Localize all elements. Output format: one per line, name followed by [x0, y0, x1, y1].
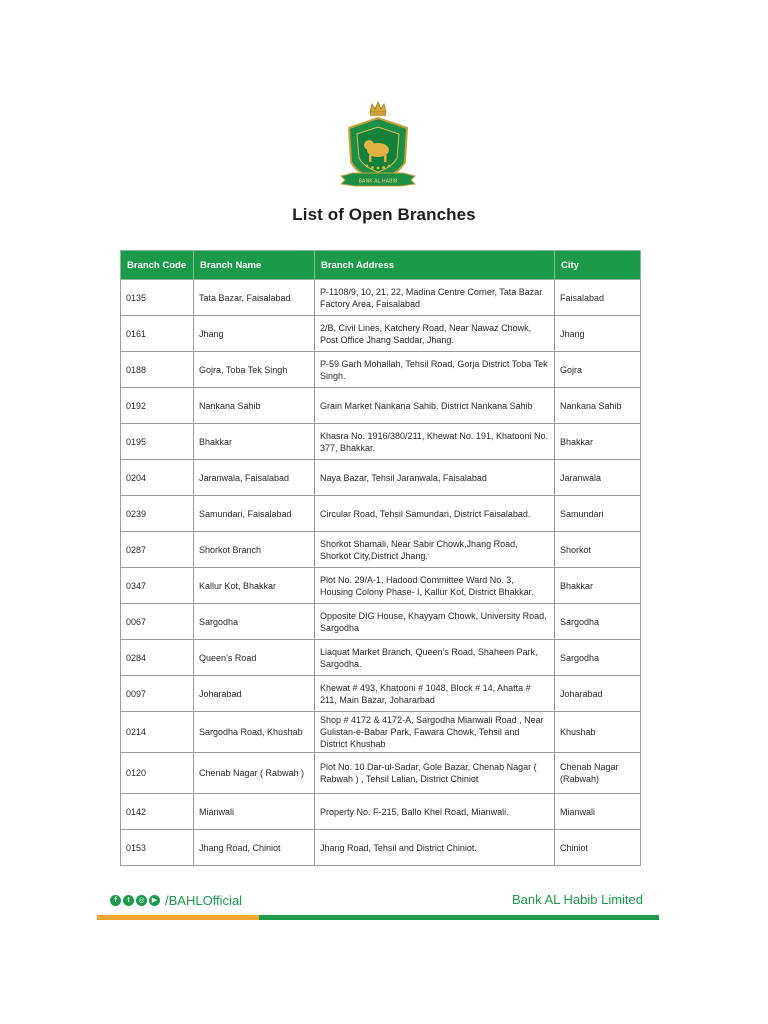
branch-name-cell: Jhang Road, Chiniot	[194, 830, 315, 866]
branch-address-cell: Shop # 4172 & 4172-A, Sargodha Mianwali Road , Near Gulistan-e-Babar Park, Fawara Chowk, Tehsil and District Khushab	[315, 712, 555, 753]
instagram-icon[interactable]: ◎	[136, 895, 147, 906]
table-row	[121, 794, 641, 830]
city-cell: Gojra	[555, 352, 641, 388]
table-row	[121, 568, 641, 604]
branch-name-cell: Bhakkar	[194, 424, 315, 460]
branch-code-cell: 0153	[121, 830, 194, 866]
youtube-icon[interactable]: ▶	[149, 895, 160, 906]
branch-name-cell: Shorkot Branch	[194, 532, 315, 568]
branches-table	[120, 250, 641, 866]
table-row	[121, 604, 641, 640]
branch-address-cell: Property No. F-215, Ballo Khel Road, Mianwali.	[315, 794, 555, 830]
branch-code-cell: 0192	[121, 388, 194, 424]
branch-name-cell: Queen’s Road	[194, 640, 315, 676]
city-cell: Sargodha	[555, 604, 641, 640]
branch-name-cell: Gojra, Toba Tek Singh	[194, 352, 315, 388]
table-row	[121, 753, 641, 794]
branch-address-cell: Khewat # 493, Khatooni # 1048, Block # 14, Ahatta # 211, Main Bazar, Johararbad	[315, 676, 555, 712]
city-cell: Joharabad	[555, 676, 641, 712]
city-cell: Shorkot	[555, 532, 641, 568]
branch-address-cell: Liaquat Market Branch, Queen’s Road, Shaheen Park, Sargodha.	[315, 640, 555, 676]
table-row	[121, 496, 641, 532]
branch-address-cell: Opposite DIG House, Khayyam Chowk, University Road, Sargodha	[315, 604, 555, 640]
branch-address-cell: Circular Road, Tehsil Samundari, District Faisalabad.	[315, 496, 555, 532]
table-row	[121, 532, 641, 568]
branch-code-cell: 0347	[121, 568, 194, 604]
branch-name-cell: Samundari, Faisalabad	[194, 496, 315, 532]
table-row	[121, 388, 641, 424]
city-cell: Nankana Sahib	[555, 388, 641, 424]
table-row	[121, 830, 641, 866]
city-cell: Bhakkar	[555, 568, 641, 604]
branch-name-cell: Kallur Kot, Bhakkar	[194, 568, 315, 604]
branch-code-cell: 0188	[121, 352, 194, 388]
branch-name-cell: Jhang	[194, 316, 315, 352]
header-branch-address: Branch Address	[315, 251, 555, 280]
header-city: City	[555, 251, 641, 280]
branch-address-cell: Plot No. 29/A-1, Hadood Committee Ward No. 3, Housing Colony Phase- I, Kallur Kot, District Bhakkar.	[315, 568, 555, 604]
city-cell: Sargodha	[555, 640, 641, 676]
branch-name-cell: Chenab Nagar ( Rabwah )	[194, 753, 315, 794]
branch-code-cell: 0135	[121, 280, 194, 316]
social-handle[interactable]: /BAHLOfficial	[165, 892, 243, 908]
table-row	[121, 352, 641, 388]
city-cell: Samundari	[555, 496, 641, 532]
branch-address-cell: Shorkot Shamali, Near Sabir Chowk,Jhang Road, Shorkot City,District Jhang.	[315, 532, 555, 568]
table-header-row	[121, 251, 641, 280]
branch-code-cell: 0214	[121, 712, 194, 753]
branch-address-cell: 2/B, Civil Lines, Katchery Road, Near Nawaz Chowk, Post Office Jhang Saddar, Jhang.	[315, 316, 555, 352]
branch-address-cell: Khasra No. 1916/380/211, Khewat No. 191, Khatooni No. 377, Bhakkar.	[315, 424, 555, 460]
facebook-icon[interactable]: f	[110, 895, 121, 906]
table-row	[121, 640, 641, 676]
page-title: List of Open Branches	[292, 205, 476, 224]
branch-code-cell: 0097	[121, 676, 194, 712]
table-row	[121, 424, 641, 460]
table-row	[121, 460, 641, 496]
branch-name-cell: Sargodha Road, Khushab	[194, 712, 315, 753]
twitter-icon[interactable]: t	[123, 895, 134, 906]
table-row	[121, 280, 641, 316]
branch-code-cell: 0195	[121, 424, 194, 460]
branch-name-cell: Jaranwala, Faisalabad	[194, 460, 315, 496]
footer-orange-bar	[97, 915, 259, 920]
branch-name-cell: Nankana Sahib	[194, 388, 315, 424]
branch-code-cell: 0067	[121, 604, 194, 640]
header-branch-name: Branch Name	[194, 251, 315, 280]
city-cell: Khushab	[555, 712, 641, 753]
branch-name-cell: Tata Bazar, Faisalabad	[194, 280, 315, 316]
branch-address-cell: P-59 Garh Mohallah, Tehsil Road, Gorja District Toba Tek Singh.	[315, 352, 555, 388]
branch-address-cell: Plot No. 10 Dar-ul-Sadar, Gole Bazar, Chenab Nagar ( Rabwah ) , Tehsil Lalian, District Chiniot	[315, 753, 555, 794]
table-body	[121, 280, 641, 866]
branch-name-cell: Joharabad	[194, 676, 315, 712]
branch-address-cell: Grain Market Nankana Sahib. District Nankana Sahib	[315, 388, 555, 424]
city-cell: Jaranwala	[555, 460, 641, 496]
branch-name-cell: Sargodha	[194, 604, 315, 640]
branch-address-cell: Naya Bazar, Tehsil Jaranwala, Faisalabad	[315, 460, 555, 496]
footer-green-bar	[259, 915, 659, 920]
branch-code-cell: 0161	[121, 316, 194, 352]
city-cell: Chenab Nagar (Rabwah)	[555, 753, 641, 794]
table-row	[121, 712, 641, 753]
branch-code-cell: 0120	[121, 753, 194, 794]
header-branch-code: Branch Code	[121, 251, 194, 280]
branch-code-cell: 0204	[121, 460, 194, 496]
branch-name-cell: Mianwali	[194, 794, 315, 830]
social-links	[110, 892, 242, 908]
branch-code-cell: 0239	[121, 496, 194, 532]
logo-ribbon-text: BANK AL HABIB	[358, 178, 398, 185]
city-cell: Mianwali	[555, 794, 641, 830]
branch-address-cell: P-1108/9, 10, 21, 22, Madina Centre Corner, Tata Bazar Factory Area, Faisalabad	[315, 280, 555, 316]
table-row	[121, 676, 641, 712]
bank-logo	[339, 100, 417, 188]
branch-code-cell: 0287	[121, 532, 194, 568]
table-row	[121, 316, 641, 352]
bank-name: Bank AL Habib Limited	[511, 892, 643, 907]
branch-code-cell: 0142	[121, 794, 194, 830]
branch-address-cell: Jhang Road, Tehsil and District Chiniot.	[315, 830, 555, 866]
branch-code-cell: 0284	[121, 640, 194, 676]
city-cell: Chiniot	[555, 830, 641, 866]
city-cell: Bhakkar	[555, 424, 641, 460]
city-cell: Jhang	[555, 316, 641, 352]
city-cell: Faisalabad	[555, 280, 641, 316]
